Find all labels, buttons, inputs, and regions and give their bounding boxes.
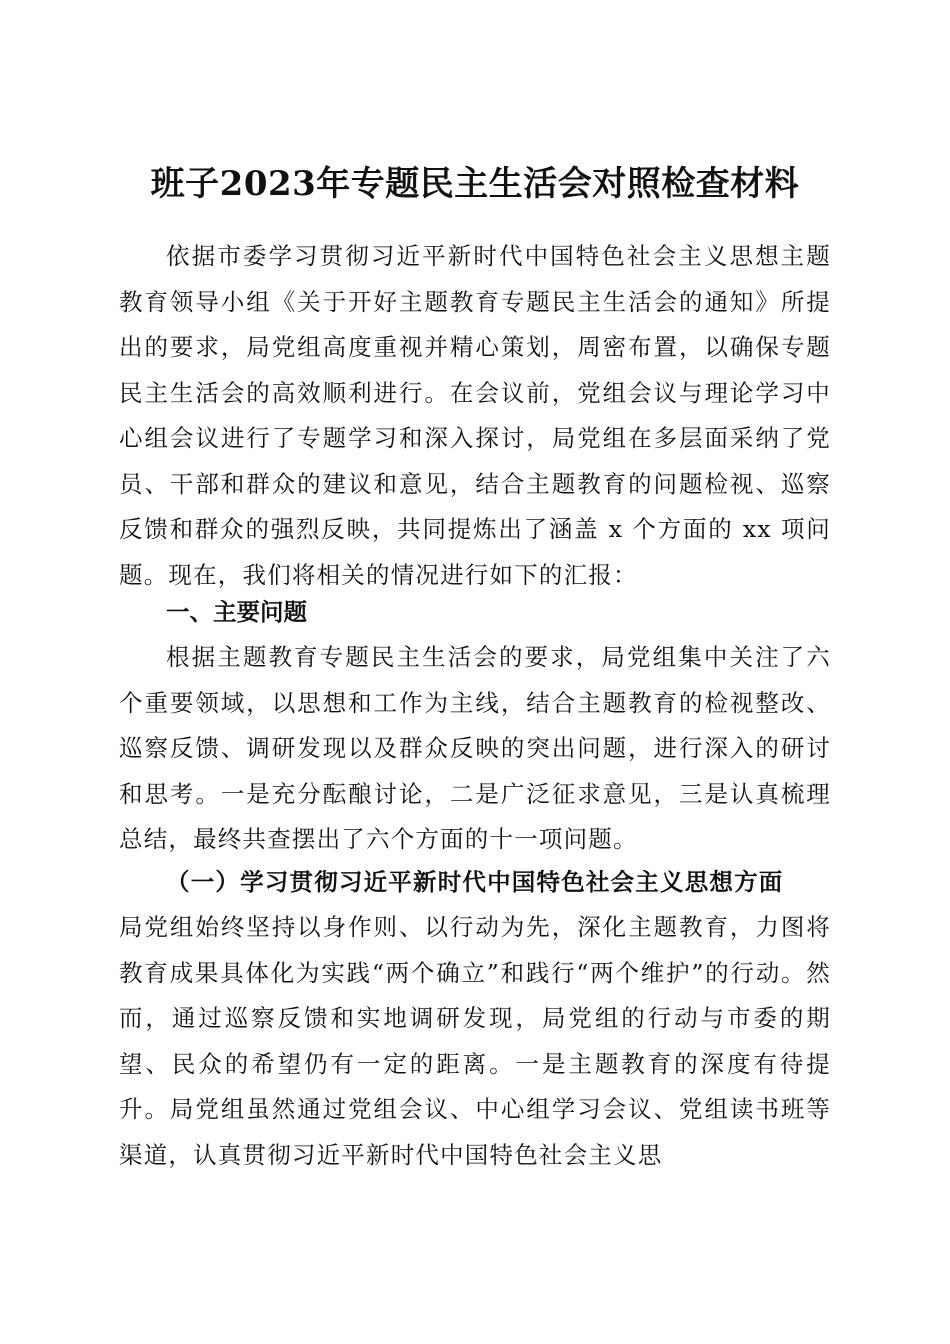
section-heading-main-issues: 一、主要问题 <box>166 598 307 626</box>
subsection-heading-study-thought: （一）学习贯彻习近平新时代中国特色社会主义思想方面 <box>166 868 784 896</box>
intro-paragraph: 依据市委学习贯彻习近平新时代中国特色社会主义思想主题教育领导小组《关于开好主题教育专题民主生活会的通知》所提出的要求，局党组高度重视并精心策划，周密布置，以确保专题民主生活会的高效顺利进行。在会议前，党组会议与理论学习中心组会议进行了专题学习和深入探讨，局党组在多层面采纳了党员、干部和群众的建议和意见，结合主题教育的问题检视、巡察反馈和群众的强烈反映，共同提炼出了涵盖 x 个方面的 xx 项问题。现在，我们将相关的情况进行如下的汇报： <box>119 242 831 589</box>
subsection-paragraph-study-thought: 局党组始终坚持以身作则、以行动为先，深化主题教育，力图将教育成果具体化为实践“两个确立”和践行“两个维护”的行动。然而，通过巡察反馈和实地调研发现，局党组的行动与市委的期望、民众的希望仍有一定的距离。一是主题教育的深度有待提升。局党组虽然通过党组会议、中心组学习会议、党组读书班等渠道，认真贯彻习近平新时代中国特色社会主义思 <box>119 913 831 1169</box>
document-title: 班子2023年专题民主生活会对照检查材料 <box>150 163 800 204</box>
section-paragraph-main-issues: 根据主题教育专题民主生活会的要求，局党组集中关注了六个重要领域，以思想和工作为主线，结合主题教育的检视整改、巡察反馈、调研发现以及群众反映的突出问题，进行深入的研讨和思考。一是充分酝酿讨论，二是广泛征求意见，三是认真梳理总结，最终共查摆出了六个方面的十一项问题。 <box>119 643 831 853</box>
